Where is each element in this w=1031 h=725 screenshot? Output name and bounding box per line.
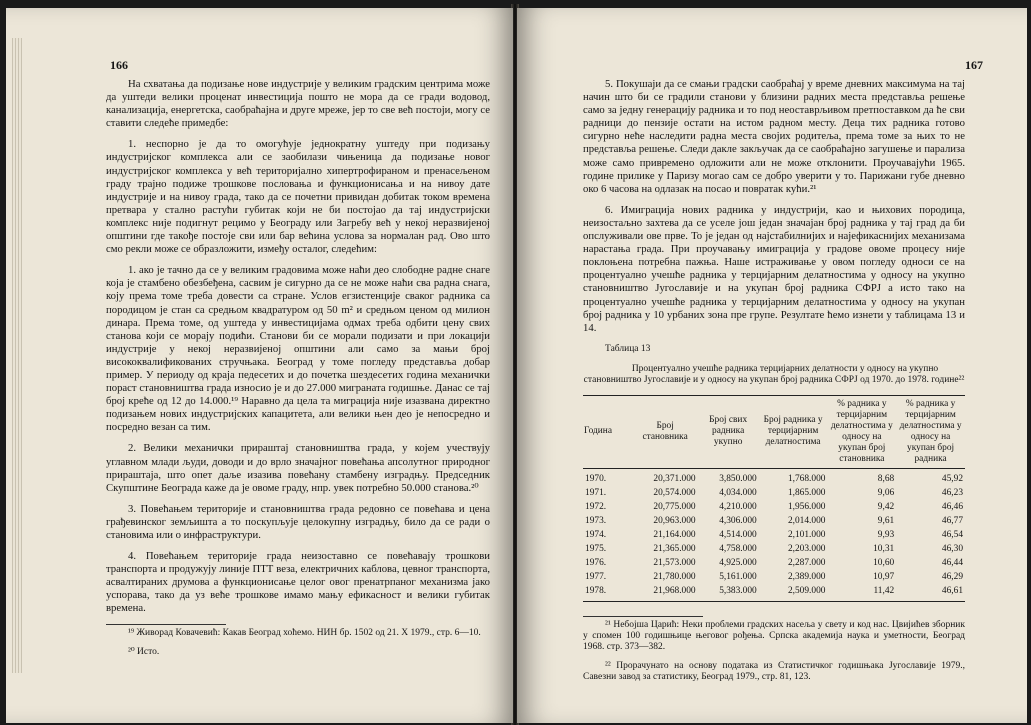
column-header: Број свих радника укупно [698,395,759,468]
table-row [583,542,965,556]
table-cell: 46,30 [941,543,963,554]
data-table [583,395,965,602]
table-row [583,584,965,601]
page-number-right: 167 [965,58,983,72]
table-cell: 4,925.000 [719,557,757,568]
table-cell: 4,758.000 [719,543,757,554]
right-text-column [583,78,965,691]
table-row [583,500,965,514]
right-page [517,8,1027,723]
table-cell: 5,161.000 [719,571,757,582]
table-cell: 4,306.000 [719,515,757,526]
footnote: ²² Прорачунато на основу података из Статистичког годишњака Југославије 1979., Савезни завод за статистику, Београд 1979., стр. 81, 123. [583,660,965,682]
footnote: ¹⁹ Живорад Ковачевић: Какав Београд хоћемо. НИН бр. 1502 од 21. X 1979., стр. 6—10. [128,627,481,638]
table-cell: 4,210.000 [719,501,757,512]
page-edge [12,38,22,673]
table-cell: 1977. [585,571,607,582]
table-cell: 1,956.000 [787,501,826,512]
column-header: % радника у терцијарним делатностима у односу на укупан број становника [827,395,896,468]
paragraph: На схватања да подизање нове индустрије у великим градским центрима може да уштеди велики проценат инвестиција пошто не мора да се гради водовод, канализација, енергетска, саобраћајна и друге мреже, јер то све већ постоји, могу се ставити следеће примедбе: [106,78,490,130]
table-cell: 21,164.000 [653,529,696,540]
table-cell: 45,92 [941,473,963,484]
table-cell: 2,101.000 [787,529,826,540]
table-header-row [583,395,965,468]
table-cell: 3,850.000 [719,473,757,484]
paragraph: 1. ако је тачно да се у великим градовима може наћи део слободне радне снаге која је стамбено обезбеђена, сасвим је сигурно да се не може наћи сва радна снага, коју према томе треба довести са стране. Услов егзистенције сваког радника са породицом је стан са средњом квадратуром од 50 m² и средњом ценом од милион динара. Према томе, од уштеда у инвестицијама одмах треба одбити цену свих станова који се морају подићи. Станови би се морали подизати и при локацији индустрије у некој неразвијеној општини али само за мањи број висококвалификованих стручњака. Београд у томе погледу представља добар пример. У периоду од краја педесетих и до почетка шездесетих година механички пораст становништва града износио је и до 27.000 миграната годишње. Данас се тај број креће од 12 до 14.000.¹⁹ Наравно да цела та миграција није изазвана директно подизањем нових индустријских капацитета, али велики њен део је непосредно и посредно везан са тим. [106,264,490,434]
table-cell: 21,780.000 [653,571,696,582]
table-cell: 4,514.000 [719,529,757,540]
paragraph: 2. Велики механички прираштај становништва града, у којем учествују углавном млади људи, доводи и до врло значајног повећања апсолутног природног прираштаја, што опет даље изазива повећану стамбену изградњу. Председник Скупштине Београда каже да је овоме граду, нпр. увек потребно 50.000 станова.²⁰ [106,442,490,494]
table-cell: 2,014.000 [787,515,826,526]
table-cell: 11,42 [827,584,896,601]
table-row [583,514,965,528]
table-cell: 10,97 [873,571,895,582]
table-cell: 8,68 [877,473,895,484]
footnote-rule [583,616,703,617]
table-cell: 1975. [585,543,607,554]
table-row [583,556,965,570]
table-cell: 20,775.000 [653,501,696,512]
footnote: ²¹ Небојша Царић: Неки проблеми градских насеља у свету и код нас. Цвијићев зборник у спомен 100 годишњице његовог рођења. Српска академија наука и уметности, Београд 1968. стр. 373—382. [583,619,965,652]
table-cell: 5,383.000 [698,584,759,601]
table-cell: 10,31 [873,543,895,554]
table-cell: 21,573.000 [653,557,696,568]
table-cell: 46,23 [941,487,963,498]
footnote: ²⁰ Исто. [128,646,160,657]
table-cell: 2,203.000 [787,543,826,554]
table-cell: 2,509.000 [759,584,828,601]
table-row [583,468,965,486]
table-cell: 2,287.000 [787,557,826,568]
table-title: Процентуално учешће радника терцијарних делатности у односу на укупно становништво Југославије и у односу на укупан број радника СФРЈ од 1970. до 1978. године²² [583,363,965,386]
table-cell: 10,60 [873,557,895,568]
table-row [583,486,965,500]
table-cell: 1,865.000 [787,487,826,498]
table-cell: 21,365.000 [653,543,696,554]
table-cell: 4,034.000 [719,487,757,498]
table-cell: 9,61 [877,515,895,526]
table-cell: 1973. [585,515,607,526]
table-cell: 20,963.000 [653,515,696,526]
paragraph: 4. Повећањем територије града неизоставно се повећавају трошкови транспорта и продужују линије ПТТ веза, електричних каблова, цевног транспорта, асвалтираних друмова а функционисање целог овог пренатрпаног механизма јако успорава, тако да уз веће трошкове имамо мању ефикасност и велики губитак времена. [106,550,490,615]
table-cell: 46,46 [941,501,963,512]
table-cell: 1976. [585,557,607,568]
table-cell: 20,371.000 [653,473,696,484]
column-header: Година [583,395,633,468]
table-cell: 46,54 [941,529,963,540]
table-cell: 9,93 [877,529,895,540]
table-cell: 46,44 [941,557,963,568]
column-header: Број становника [633,395,698,468]
table-row [583,570,965,584]
table-cell: 46,29 [941,571,963,582]
table-label: Таблица 13 [605,343,651,354]
paragraph: 3. Повећањем територије и становништва града редовно се повећава и цена грађевинског земљишта а то поскупљује целокупну изградњу, било да се ради о становима или о инфраструктури. [106,502,490,541]
column-header: % радника у терцијарним делатностима у односу на укупан број радника [896,395,965,468]
left-text-column [106,78,490,666]
paragraph: 6. Имиграција нових радника у индустрији, као и њихових породица, неизостаљно захтева да се уселе још један значајан број радника у тај град да би опслуживали ове прве. То је један од најстабилнијих и најефикаснијих механизама нарастања града. При проучавању имиграција у градове овоме процесу није поклоњена потребна пажња. Наше истраживање у овом погледу односи се на процентуално учешће радника у терцијарним делатностима у односу на укупно становништво Југославије и на укупан број радника СФРЈ а исто тако на процентуално учешће радника у терцијарним делатностима у односу на укупан број радника у 10 урбаних зона пре групе. Резултате ћемо изнети у таблицама 13 и 14. [583,203,965,334]
table-cell: 2,389.000 [787,571,826,582]
column-header: Број радника у терцијарним делатностима [759,395,828,468]
footnote-rule [106,624,226,625]
table-cell: 1,768.000 [787,473,826,484]
table-cell: 9,42 [877,501,895,512]
table-cell: 46,77 [941,515,963,526]
table-cell: 21,968.000 [633,584,698,601]
paragraph: 1. неспорно је да то омогућује једнократну уштеду при подизању индустријског комплекса али се заобилази чињеница да подизање новог индустријског комплекса у већ територијално хипертрофираном и пренасељеном граду трајно подиже трошкове пословања и функционисања и на нивоу дате индустрије и на нивоу града, тако да се почетни привидан добитак током времена претвара у стално растући губитак који не би постојао да тај индустријски комплекс није подигнут рецимо у Београду или Загребу већ у некој неразвијеној општини где такође постоје сви или бар већина услова за нормалан рад. Ово што смо рекли може се образложити, између осталог, следећим: [106,138,490,256]
table-cell: 1972. [585,501,607,512]
table-cell: 1971. [585,487,607,498]
table-cell: 1974. [585,529,607,540]
page-number-left: 166 [110,58,128,72]
table-body [583,468,965,601]
left-page [6,8,513,723]
paragraph: 5. Покушаји да се смањи градски саобраћај у време дневних максимума на тај начин што би се градили станови у близини радних места представља решење само за једну генерацију радника и то под неоставрљивом претпоставком да ће сви радници до пензије остати на истом радном месту. Деца тих радника готово сигурно неће наследити радна места својих родитеља, према томе за њих то не представља решење. Следи дакле закључак да се саобраћајно загушење и парализа може само привремено одложити али не може отклонити. Проучавајући 1965. године прилике у Паризу могао сам се добро уверити у то. Парижани губе дневно око 6 часова на одлазак на посао и повратак кући.²¹ [583,78,965,195]
table-cell: 46,61 [896,584,965,601]
table-cell: 1978. [583,584,633,601]
table-row [583,528,965,542]
table-cell: 20,574.000 [653,487,696,498]
table-cell: 9,06 [877,487,895,498]
table-cell: 1970. [585,473,607,484]
